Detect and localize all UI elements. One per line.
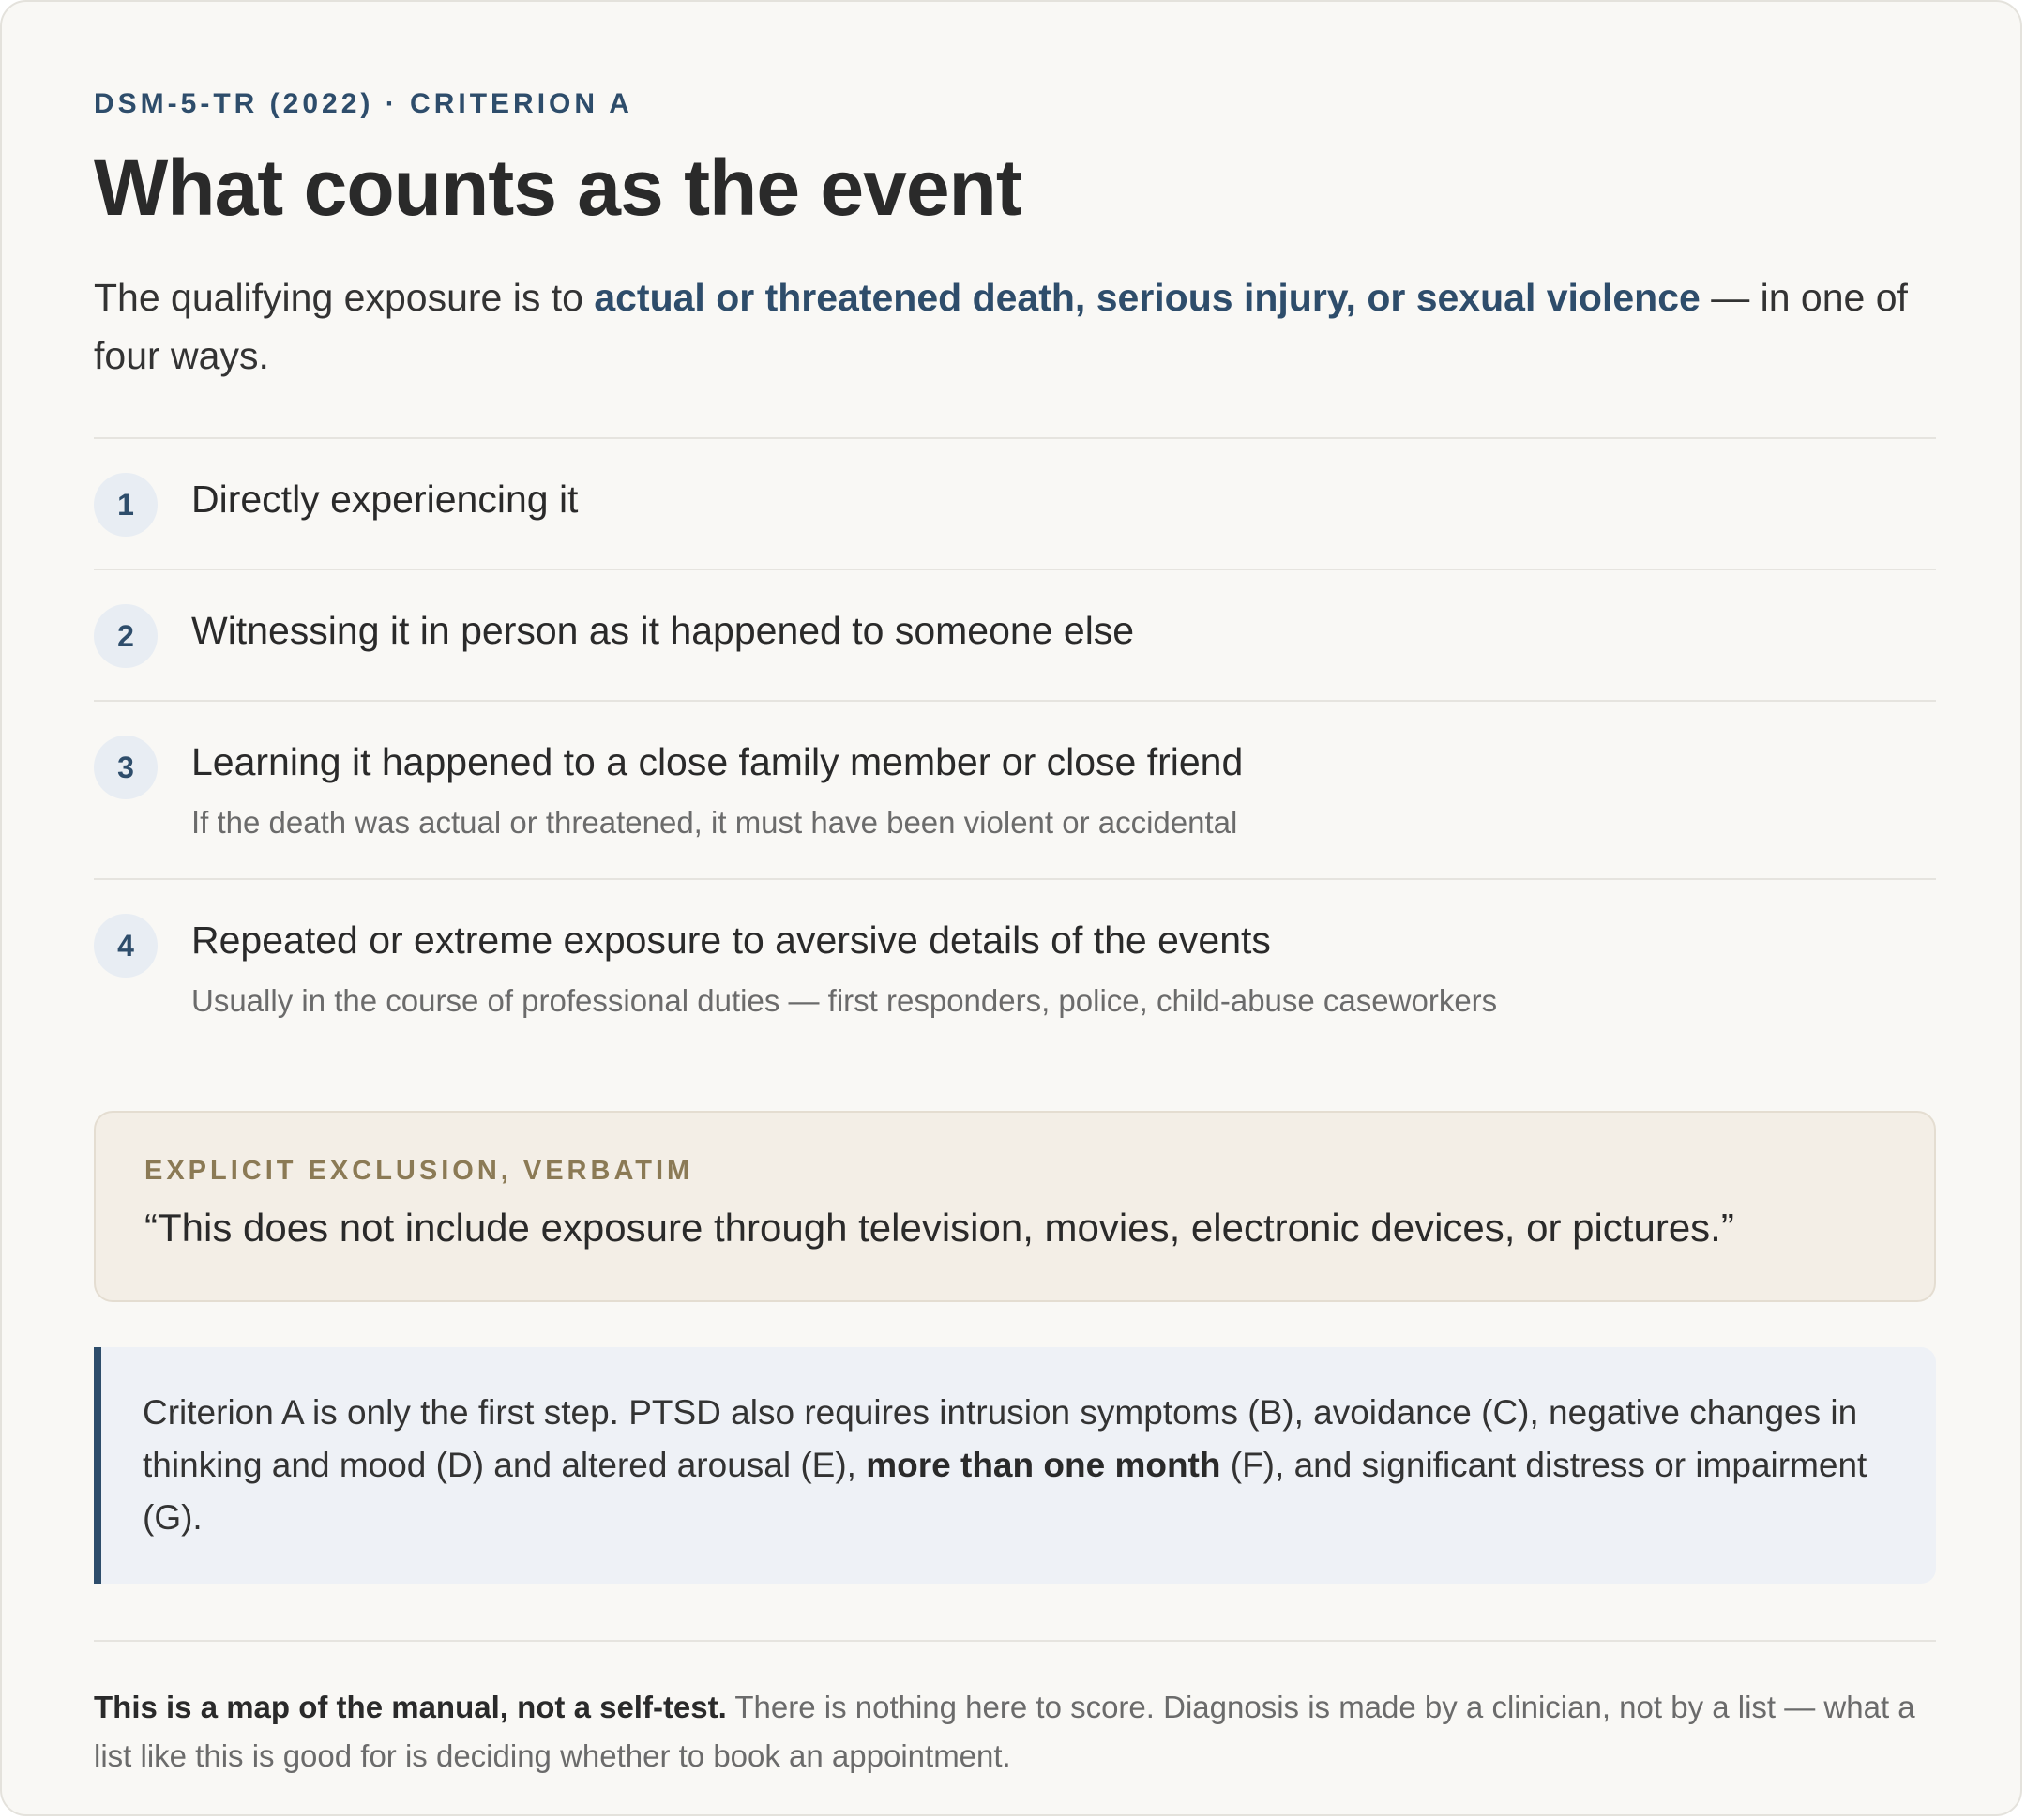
number-badge: 4 [94,914,158,978]
exclusion-label: EXPLICIT EXCLUSION, VERBATIM [144,1156,694,1186]
note-bold: more than one month [866,1446,1221,1484]
list-item [94,880,1936,1056]
footer-text: There is nothing here to score. Diagnosis is made by a clinician, not by a list — what a list like this is good for is deciding whether to book an appointment. [94,1690,1915,1773]
intro-text-before: The qualifying exposure is to [94,276,595,319]
list-item [94,702,1936,880]
way-note: If the death was actual or threatened, it must have been violent or accidental [191,805,1238,840]
way-title: Directly experiencing it [191,478,579,521]
note-text-after: (F), and significant distress or impairment (G). [143,1446,1867,1537]
number-badge: 2 [94,604,158,668]
number-badge: 1 [94,473,158,537]
way-note: Usually in the course of professional duties — first responders, police, child-abuse caseworkers [191,983,1498,1018]
exposure-ways-list [94,437,1936,1056]
eyebrow-label: DSM-5-TR (2022) · CRITERION A [94,88,633,119]
intro-highlight: actual or threatened death, serious injury, or sexual violence [594,276,1701,319]
page-title: What counts as the event [94,144,1021,232]
footer-bold: This is a map of the manual, not a self-test. [94,1690,727,1724]
list-item [94,570,1936,702]
footer-disclaimer [94,1640,1936,1781]
number-badge: 3 [94,736,158,799]
way-title: Learning it happened to a close family member or close friend [191,740,1244,783]
card-content [94,84,1936,1781]
criteria-note [94,1347,1936,1584]
note-text-before: Criterion A is only the first step. PTSD also requires intrusion symptoms (B), avoidance (C), negative changes in thinking and mood (D) and altered arousal (E), [143,1393,1858,1484]
way-title: Repeated or extreme exposure to aversive details of the events [191,918,1271,962]
intro-paragraph [94,268,1936,385]
way-title: Witnessing it in person as it happened to someone else [191,609,1135,652]
exclusion-quote: “This does not include exposure through television, movies, electronic devices, or pictures.” [144,1206,1734,1250]
exclusion-callout [94,1111,1936,1302]
list-item [94,439,1936,570]
intro-text-after: — in one of four ways. [94,276,1908,377]
